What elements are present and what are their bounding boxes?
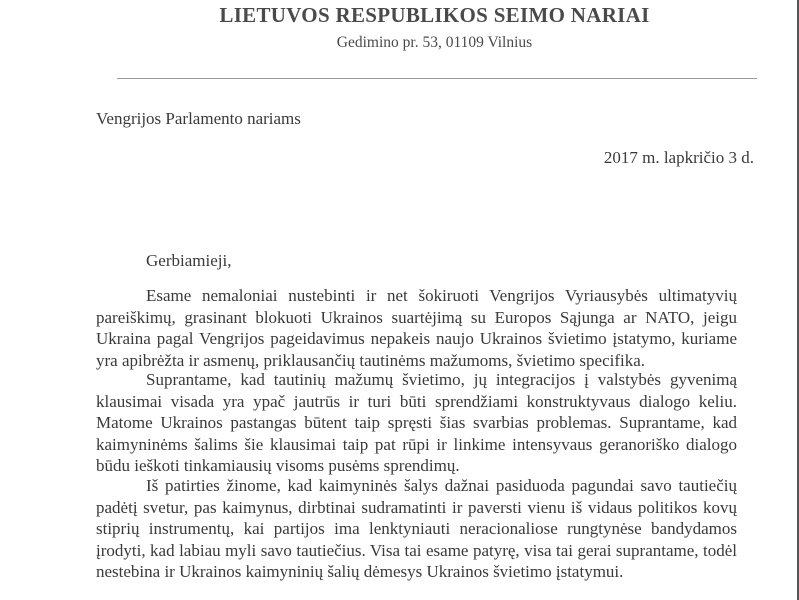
body-paragraph-3: Iš patirties žinome, kad kaimyninės šalys dažnai pasiduoda pagundai savo tautiečių padėtį svetur, pas kaimynus, dirbtinai sudramatinti ir paversti vienu iš vidaus politikos kovų stiprių instrumentų, kai partijos ima lenktyniauti neracionaliose rungtynėse bandydamos įrodyti, kad labiau myli savo tautiečius. Visa tai esame patyrę, visa tai gerai suprantame, todėl nestebina ir Ukrainos kaimyninių šalių dėmesys Ukrainos švietimo įstatymui. — [96, 476, 737, 581]
letterhead-title: LIETUVOS RESPUBLIKOS SEIMO NARIAI — [219, 3, 650, 27]
letterhead-address: Gedimino pr. 53, 01109 Vilnius — [336, 34, 533, 51]
body-paragraph-2: Suprantame, kad tautinių mažumų švietimo, jų integracijos į valstybės gyvenimą klausimai visada yra ypač jautrūs ir turi būti sprendžiami konstruktyvaus dialogo keliu. Matome Ukrainos pastangas būtent taip spręsti šias svarbias problemas. Suprantame, kad kaimyninėms šalims šie klausimai taip pat rūpi ir linkime intensyvaus geranoriško dialogo būdu ieškoti tinkamiausių visoms pusėms sprendimų. — [96, 370, 737, 475]
recipient-line: Vengrijos Parlamento nariams — [96, 109, 301, 128]
header-divider — [117, 78, 757, 79]
salutation: Gerbiamieji, — [146, 251, 232, 270]
body-paragraph-1: Esame nemaloniai nustebinti ir net šokiruoti Vengrijos Vyriausybės ultimatyvių pareiškimų, grasinant blokuoti Ukrainos suartėjimą su Europos Sąjunga ar NATO, jeigu Ukraina pagal Vengrijos pageidavimus nepakeis naujo Ukrainos švietimo įstatymo, kuriame yra apibrėžta ir asmenų, priklausančių tautinėms mažumoms, švietimo specifika. — [96, 286, 737, 370]
letter-date: 2017 m. lapkričio 3 d. — [603, 148, 754, 167]
